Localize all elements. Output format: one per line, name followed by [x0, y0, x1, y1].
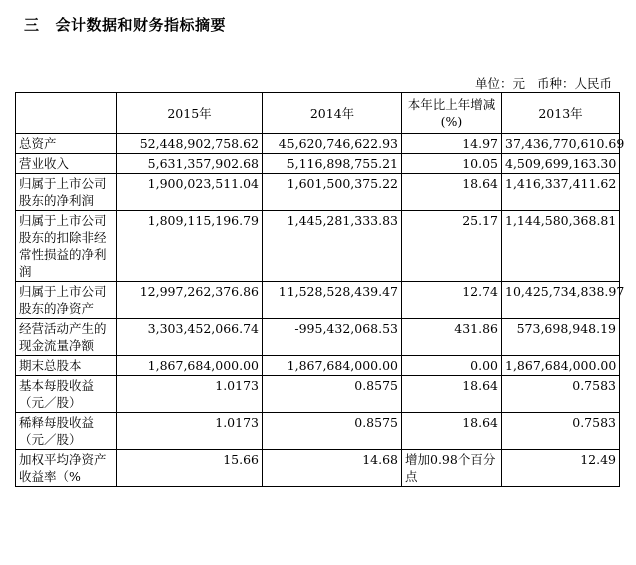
row-label: 归属于上市公司股东的净利润	[16, 174, 117, 211]
cell-2014: 1,445,281,333.83	[263, 211, 402, 282]
cell-2014: 0.8575	[263, 413, 402, 450]
section-number: 三	[24, 16, 40, 34]
row-label: 期末总股本	[16, 356, 117, 376]
header-cell-2013: 2013年	[502, 93, 620, 134]
table-row	[16, 319, 620, 356]
table-row	[16, 413, 620, 450]
header-cell-2014: 2014年	[263, 93, 402, 134]
cell-2015: 52,448,902,758.62	[117, 134, 263, 154]
cell-change: 18.64	[402, 174, 502, 211]
cell-2015: 5,631,357,902.68	[117, 154, 263, 174]
header-cell-item	[16, 93, 117, 134]
row-label: 归属于上市公司股东的净资产	[16, 282, 117, 319]
cell-2013: 0.7583	[502, 376, 620, 413]
row-label: 归属于上市公司股东的扣除非经常性损益的净利润	[16, 211, 117, 282]
cell-2015: 15.66	[117, 450, 263, 487]
cell-2013: 573,698,948.19	[502, 319, 620, 356]
cell-2014: -995,432,068.53	[263, 319, 402, 356]
cell-2014: 11,528,528,439.47	[263, 282, 402, 319]
cell-2013: 12.49	[502, 450, 620, 487]
cell-2013: 10,425,734,838.97	[502, 282, 620, 319]
cell-2013: 1,144,580,368.81	[502, 211, 620, 282]
currency-label: 币种：人民币	[536, 76, 612, 91]
cell-2014: 1,867,684,000.00	[263, 356, 402, 376]
table-row	[16, 154, 620, 174]
unit-line	[475, 74, 612, 92]
cell-change: 增加0.98个百分点	[402, 450, 502, 487]
section-title-text: 会计数据和财务指标摘要	[55, 16, 227, 34]
cell-change: 25.17	[402, 211, 502, 282]
cell-2015: 1.0173	[117, 413, 263, 450]
table-header-row	[16, 93, 620, 134]
cell-2014: 45,620,746,622.93	[263, 134, 402, 154]
cell-change: 431.86	[402, 319, 502, 356]
cell-change: 0.00	[402, 356, 502, 376]
cell-2013: 37,436,770,610.69	[502, 134, 620, 154]
cell-change: 12.74	[402, 282, 502, 319]
table-row	[16, 450, 620, 487]
cell-2013: 4,509,699,163.30	[502, 154, 620, 174]
cell-2015: 12,997,262,376.86	[117, 282, 263, 319]
section-title	[24, 14, 226, 35]
cell-2015: 1.0173	[117, 376, 263, 413]
table-row	[16, 174, 620, 211]
table-row	[16, 211, 620, 282]
cell-change: 14.97	[402, 134, 502, 154]
table-row	[16, 282, 620, 319]
row-label: 基本每股收益（元／股）	[16, 376, 117, 413]
cell-2015: 3,303,452,066.74	[117, 319, 263, 356]
cell-change: 10.05	[402, 154, 502, 174]
cell-2014: 0.8575	[263, 376, 402, 413]
cell-2013: 0.7583	[502, 413, 620, 450]
cell-2013: 1,416,337,411.62	[502, 174, 620, 211]
table-row	[16, 376, 620, 413]
cell-change: 18.64	[402, 413, 502, 450]
cell-2015: 1,809,115,196.79	[117, 211, 263, 282]
table-row	[16, 356, 620, 376]
row-label: 加权平均净资产收益率（%	[16, 450, 117, 487]
row-label: 总资产	[16, 134, 117, 154]
row-label: 营业收入	[16, 154, 117, 174]
cell-2015: 1,867,684,000.00	[117, 356, 263, 376]
table-row	[16, 134, 620, 154]
header-cell-change: 本年比上年增减(%)	[402, 93, 502, 134]
cell-2014: 14.68	[263, 450, 402, 487]
cell-2014: 5,116,898,755.21	[263, 154, 402, 174]
cell-2013: 1,867,684,000.00	[502, 356, 620, 376]
unit-label: 单位：元	[474, 76, 525, 91]
header-cell-2015: 2015年	[117, 93, 263, 134]
cell-change: 18.64	[402, 376, 502, 413]
row-label: 稀释每股收益（元／股）	[16, 413, 117, 450]
row-label: 经营活动产生的现金流量净额	[16, 319, 117, 356]
cell-2014: 1,601,500,375.22	[263, 174, 402, 211]
financial-summary-table	[15, 92, 625, 487]
cell-2015: 1,900,023,511.04	[117, 174, 263, 211]
